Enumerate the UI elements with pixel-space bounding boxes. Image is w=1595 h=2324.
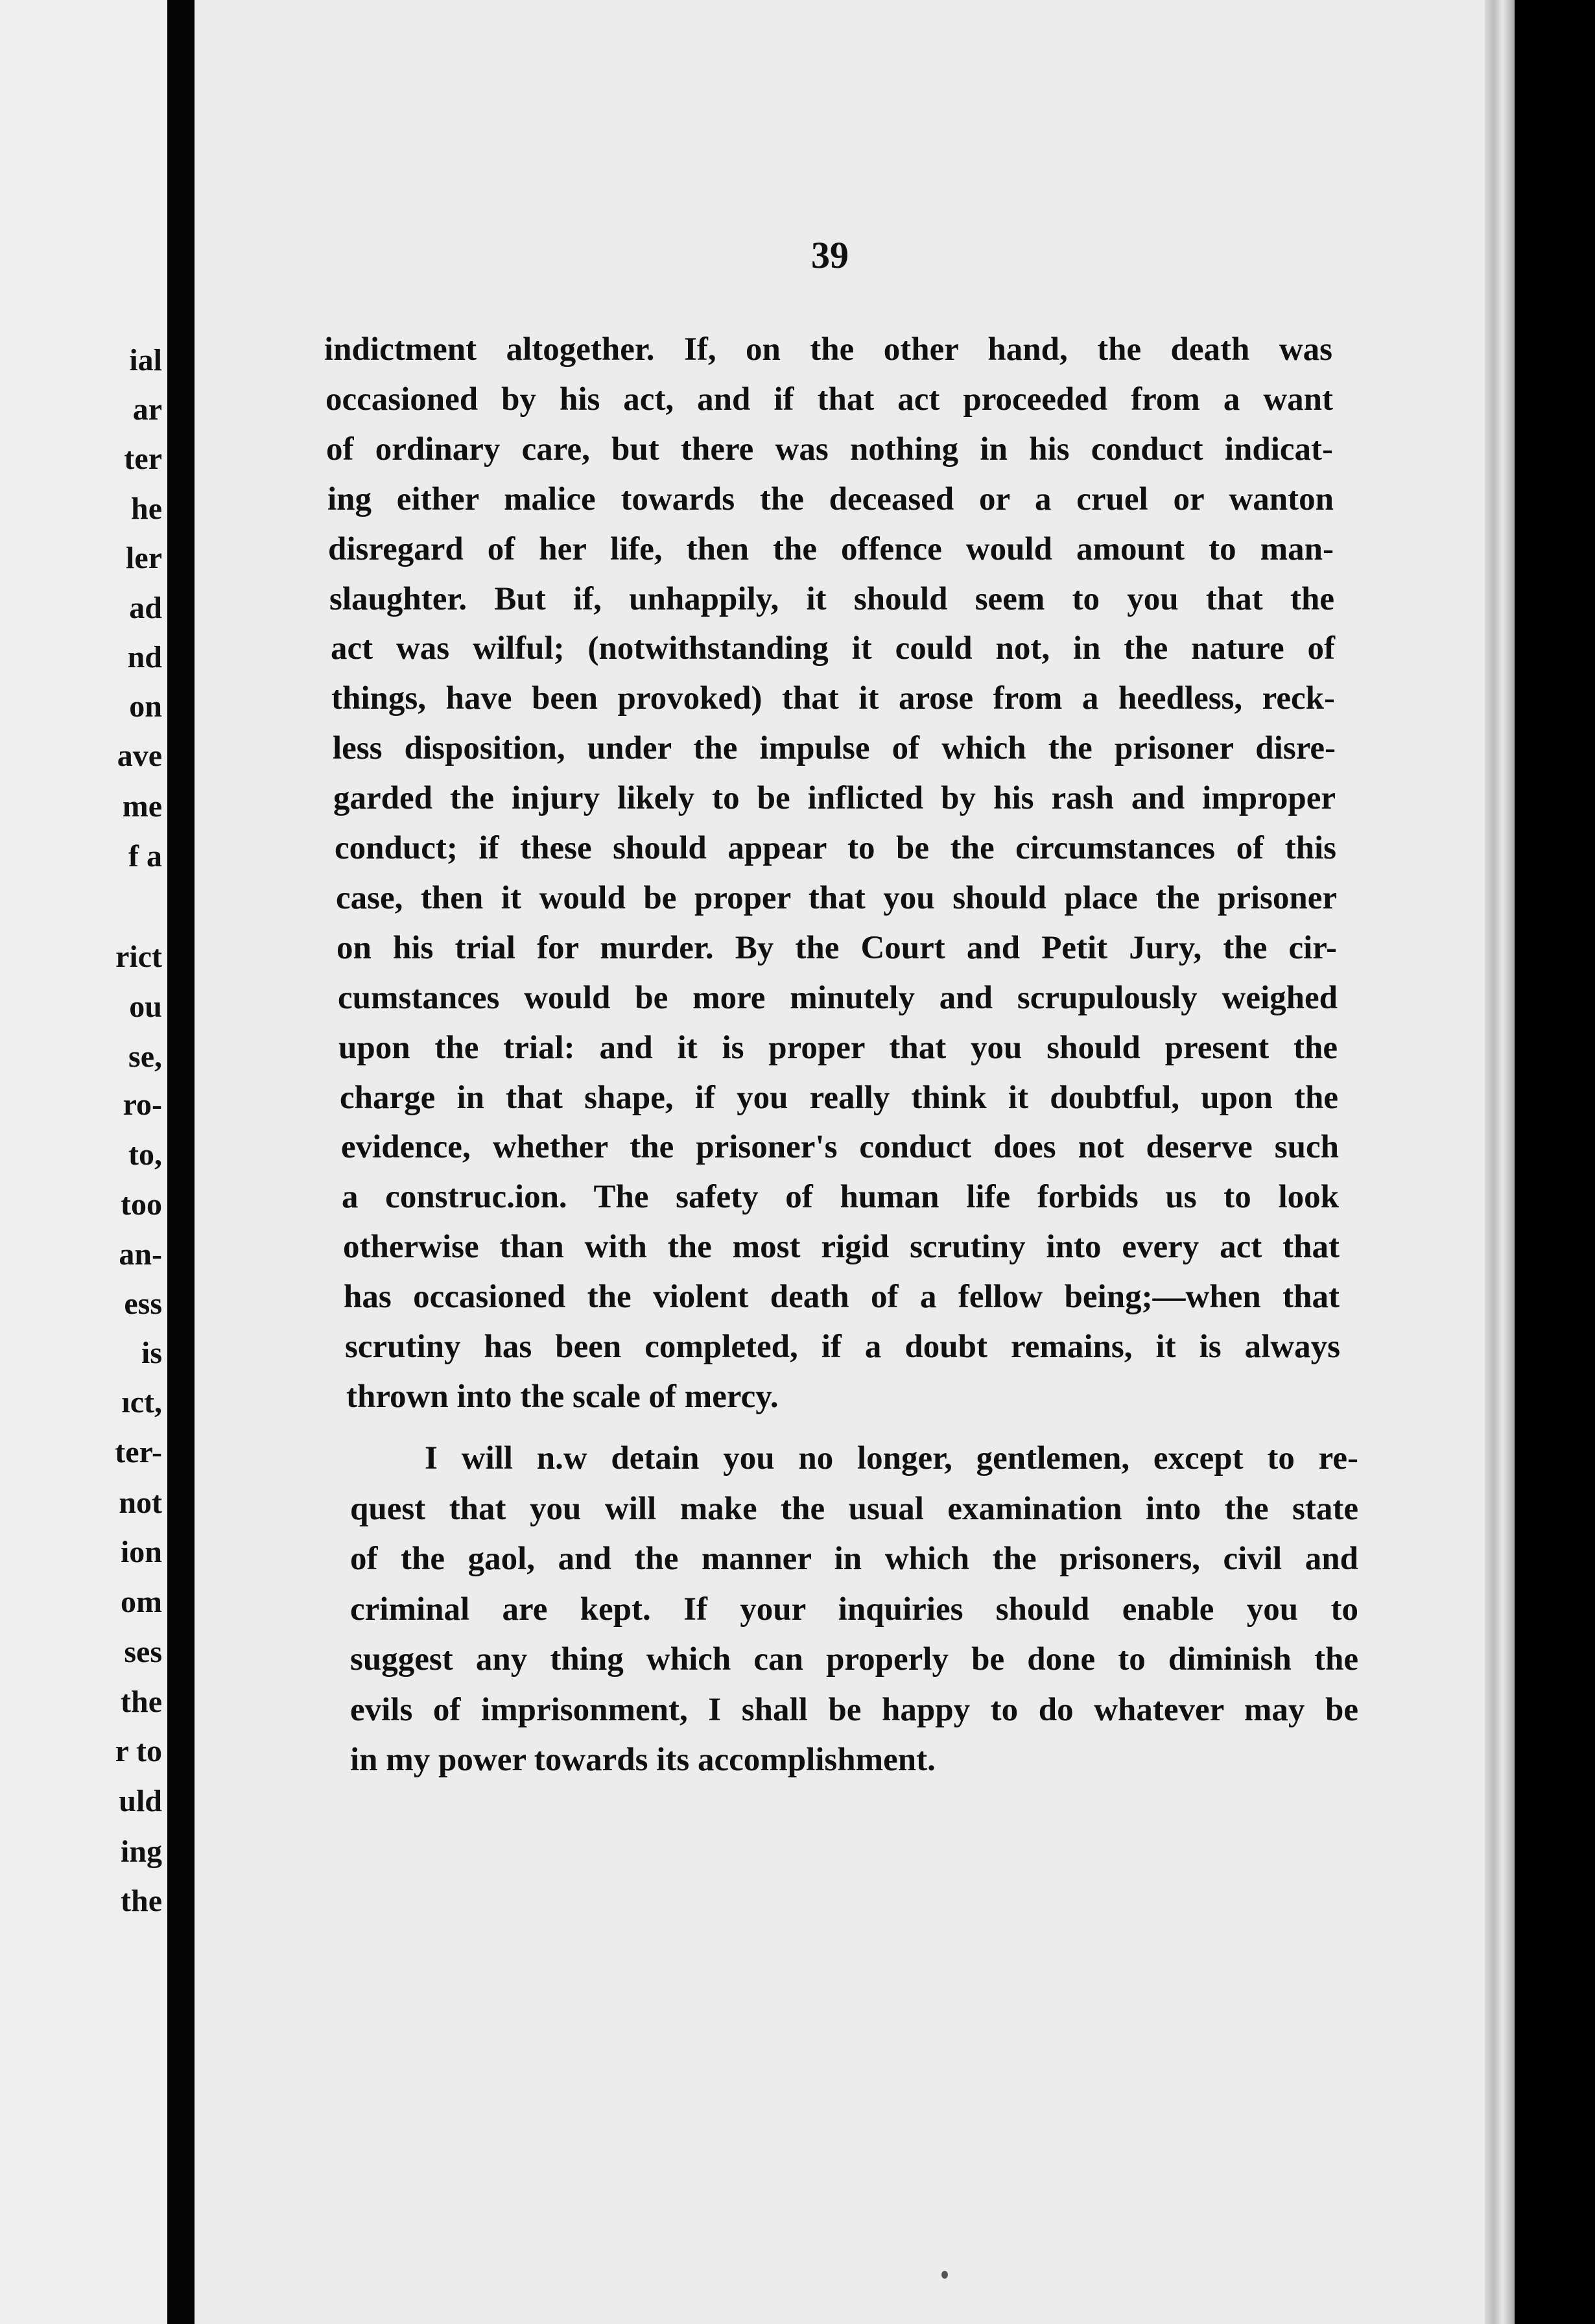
left-page-text-fragment: ses <box>124 1635 162 1669</box>
paragraph-line: I will n.w detain you no longer, gentlemen, except to re- <box>425 1440 1358 1476</box>
left-page-text-fragment: ler <box>126 541 162 575</box>
paragraph-line: indictment altogether. If, on the other hand, the death was <box>324 331 1332 368</box>
paragraph-line: otherwise than with the most rigid scrutiny into every act that <box>343 1229 1340 1265</box>
left-page-text-fragment: to, <box>128 1137 162 1172</box>
left-page-text-fragment: me <box>122 789 162 824</box>
left-page-text-fragment: not <box>119 1486 162 1520</box>
paragraph-line: garded the injury likely to be inflicted by his rash and improper <box>333 780 1336 816</box>
left-page-text-fragment: the <box>121 1884 162 1918</box>
paragraph-line: evils of imprisonment, I shall be happy to do whatever may be <box>350 1692 1358 1728</box>
left-page-text-fragment: ion <box>120 1535 162 1569</box>
paragraph-line: evidence, whether the prisoner's conduct does not deserve such <box>341 1129 1339 1165</box>
left-page-fragment <box>0 0 167 2324</box>
paragraph-line: conduct; if these should appear to be the circumstances of this <box>335 830 1336 866</box>
left-page-text-fragment: he <box>131 492 162 526</box>
left-page-text-fragment: ial <box>129 343 162 377</box>
left-page-text-fragment: ing <box>120 1834 162 1869</box>
left-page-text-fragment: se, <box>128 1039 162 1074</box>
page-speck <box>941 2271 948 2279</box>
left-page-text-fragment: ou <box>129 990 162 1024</box>
left-page-text-fragment: on <box>129 689 162 724</box>
left-page-text-fragment: ter <box>124 442 162 476</box>
paragraph-line: quest that you will make the usual examination into the state <box>350 1491 1358 1527</box>
left-page-text-fragment: is <box>141 1336 162 1370</box>
paragraph-line: act was wilful; (notwithstanding it could not, in the nature of <box>331 630 1335 667</box>
paragraph-line: ing either malice towards the deceased or a cruel or wanton <box>327 481 1334 517</box>
left-page-text-fragment: ter- <box>115 1435 162 1469</box>
paragraph-line: charge in that shape, if you really think it doubtful, upon the <box>340 1080 1338 1116</box>
left-page-text-fragment: ad <box>129 591 162 625</box>
paragraph-line: case, then it would be proper that you should place the prisoner <box>336 880 1337 916</box>
left-page-text-fragment: f a <box>128 839 162 873</box>
left-page-text-fragment: ar <box>132 392 162 427</box>
paragraph-line: disregard of her life, then the offence would amount to man- <box>328 531 1334 567</box>
paragraph-line: scrutiny has been completed, if a doubt remains, it is always <box>345 1329 1340 1365</box>
paragraph-line: a construc.ion. The safety of human life forbids us to look <box>342 1179 1339 1215</box>
left-page-text-fragment: r to <box>115 1734 162 1768</box>
page-edge <box>1485 0 1515 2324</box>
left-page-text-fragment: nd <box>127 640 162 674</box>
binding-gutter <box>167 0 195 2324</box>
left-page-text-fragment: an- <box>119 1237 162 1272</box>
right-border <box>1515 0 1595 2324</box>
left-page-text-fragment: ave <box>117 739 162 773</box>
left-page-text-fragment: ro- <box>123 1087 162 1122</box>
paragraph-line: of the gaol, and the manner in which the prisoners, civil and <box>350 1541 1358 1577</box>
left-page-text-fragment: rict <box>115 940 162 974</box>
paragraph-line: suggest any thing which can properly be done to diminish the <box>350 1641 1358 1678</box>
paragraph-line: thrown into the scale of mercy. <box>346 1379 779 1415</box>
page-number: 39 <box>811 234 849 276</box>
paragraph-line: upon the trial: and it is proper that you should present the <box>338 1030 1338 1066</box>
paragraph-line: cumstances would be more minutely and scrupulously weighed <box>338 980 1338 1016</box>
paragraph-line: in my power towards its accomplishment. <box>350 1742 936 1778</box>
paragraph-line: less disposition, under the impulse of which the prisoner disre- <box>333 730 1336 766</box>
paragraph-line: has occasioned the violent death of a fellow being;—when that <box>344 1279 1340 1315</box>
left-page-text-fragment: the <box>121 1685 162 1719</box>
paragraph-line: occasioned by his act, and if that act proceeded from a want <box>325 381 1333 418</box>
paragraph-line: slaughter. But if, unhappily, it should seem to you that the <box>329 581 1334 617</box>
paragraph-line: of ordinary care, but there was nothing in his conduct indicat- <box>326 431 1333 468</box>
left-page-text-fragment: too <box>121 1187 162 1222</box>
left-page-text-fragment: om <box>121 1585 162 1619</box>
left-page-text-fragment: uld <box>119 1784 162 1818</box>
paragraph-line: criminal are kept. If your inquiries should enable you to <box>350 1591 1358 1628</box>
paragraph-line: on his trial for murder. By the Court and Petit Jury, the cir- <box>337 930 1337 966</box>
paragraph-line: things, have been provoked) that it arose from a heedless, reck- <box>331 680 1335 717</box>
left-page-text-fragment: ıct, <box>121 1385 162 1419</box>
left-page-text-fragment: ess <box>124 1286 162 1321</box>
